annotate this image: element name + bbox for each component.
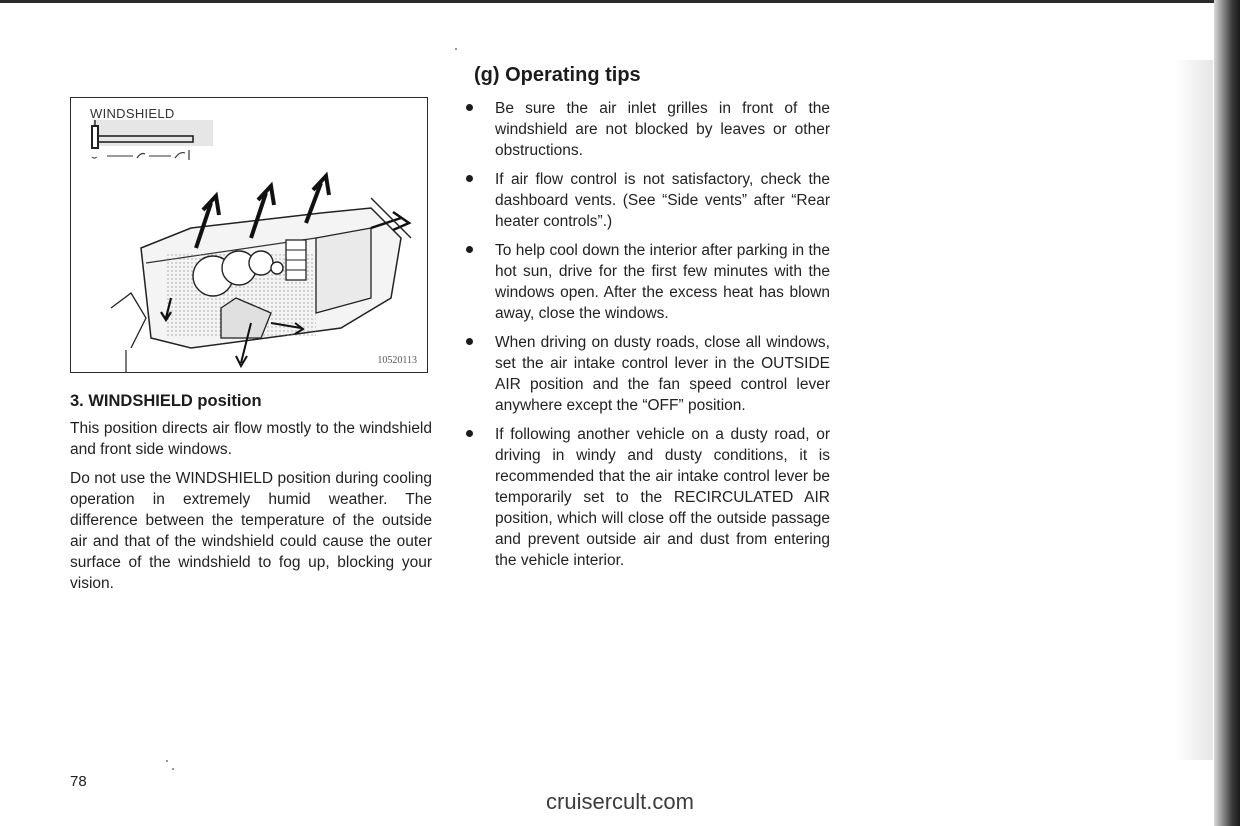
tips-list bbox=[466, 98, 830, 571]
tip-item bbox=[466, 424, 830, 571]
svg-text:⌣: ⌣ bbox=[91, 152, 98, 163]
windshield-section bbox=[70, 392, 432, 602]
tip-item bbox=[466, 169, 830, 232]
section-title: 3. WINDSHIELD position bbox=[70, 392, 262, 410]
operating-tips-section bbox=[466, 64, 830, 579]
bullet-icon bbox=[466, 175, 473, 182]
bullet-icon bbox=[466, 338, 473, 345]
tip-item bbox=[466, 332, 830, 416]
watermark: cruisercult.com bbox=[546, 789, 694, 814]
tips-title: (g) Operating tips bbox=[474, 64, 641, 86]
tip-text: If following another vehicle on a dusty road, or driving in windy and dusty conditions, it is recommended that the air intake control lever be temporarily set to the RECIRCULATED AIR position, which will close off the outside passage and prevent outside air and dust from entering the vehicle interior. bbox=[495, 426, 830, 569]
figure-code: 10520113 bbox=[377, 355, 417, 366]
page-edge bbox=[1214, 0, 1240, 826]
windshield-dashboard-illustration bbox=[71, 98, 428, 373]
page-number: 78 bbox=[70, 773, 87, 790]
bullet-icon bbox=[466, 430, 473, 437]
tip-item bbox=[466, 98, 830, 161]
windshield-figure bbox=[70, 97, 428, 373]
top-rule bbox=[0, 0, 1215, 3]
paper-speck bbox=[172, 768, 174, 770]
paper-speck bbox=[455, 48, 457, 50]
tip-text: When driving on dusty roads, close all windows, set the air intake control lever in the OUTSIDE AIR position and the fan speed control lever anywhere except the “OFF” position. bbox=[495, 334, 830, 414]
next-page-shadow bbox=[1175, 60, 1213, 760]
paper-speck bbox=[166, 760, 168, 762]
paragraph-1: This position directs air flow mostly to the windshield and front side windows. bbox=[70, 420, 432, 458]
tip-text: Be sure the air inlet grilles in front of the windshield are not blocked by leaves or other obstructions. bbox=[495, 100, 830, 159]
bullet-icon bbox=[466, 104, 473, 111]
bullet-icon bbox=[466, 246, 473, 253]
paragraph-2: Do not use the WINDSHIELD position during cooling operation in extremely humid weather. The difference between the temperature of the outside air and that of the windshield could cause the outer surface of the windshield to fog up, blocking your vision. bbox=[70, 470, 432, 592]
tip-item bbox=[466, 240, 830, 324]
figure-title: WINDSHIELD bbox=[90, 106, 175, 121]
tip-text: To help cool down the interior after parking in the hot sun, drive for the first few minutes with the windows open. After the excess heat has blown away, close the windows. bbox=[495, 242, 830, 322]
tip-text: If air flow control is not satisfactory, check the dashboard vents. (See “Side vents” after “Rear heater controls”.) bbox=[495, 171, 830, 230]
